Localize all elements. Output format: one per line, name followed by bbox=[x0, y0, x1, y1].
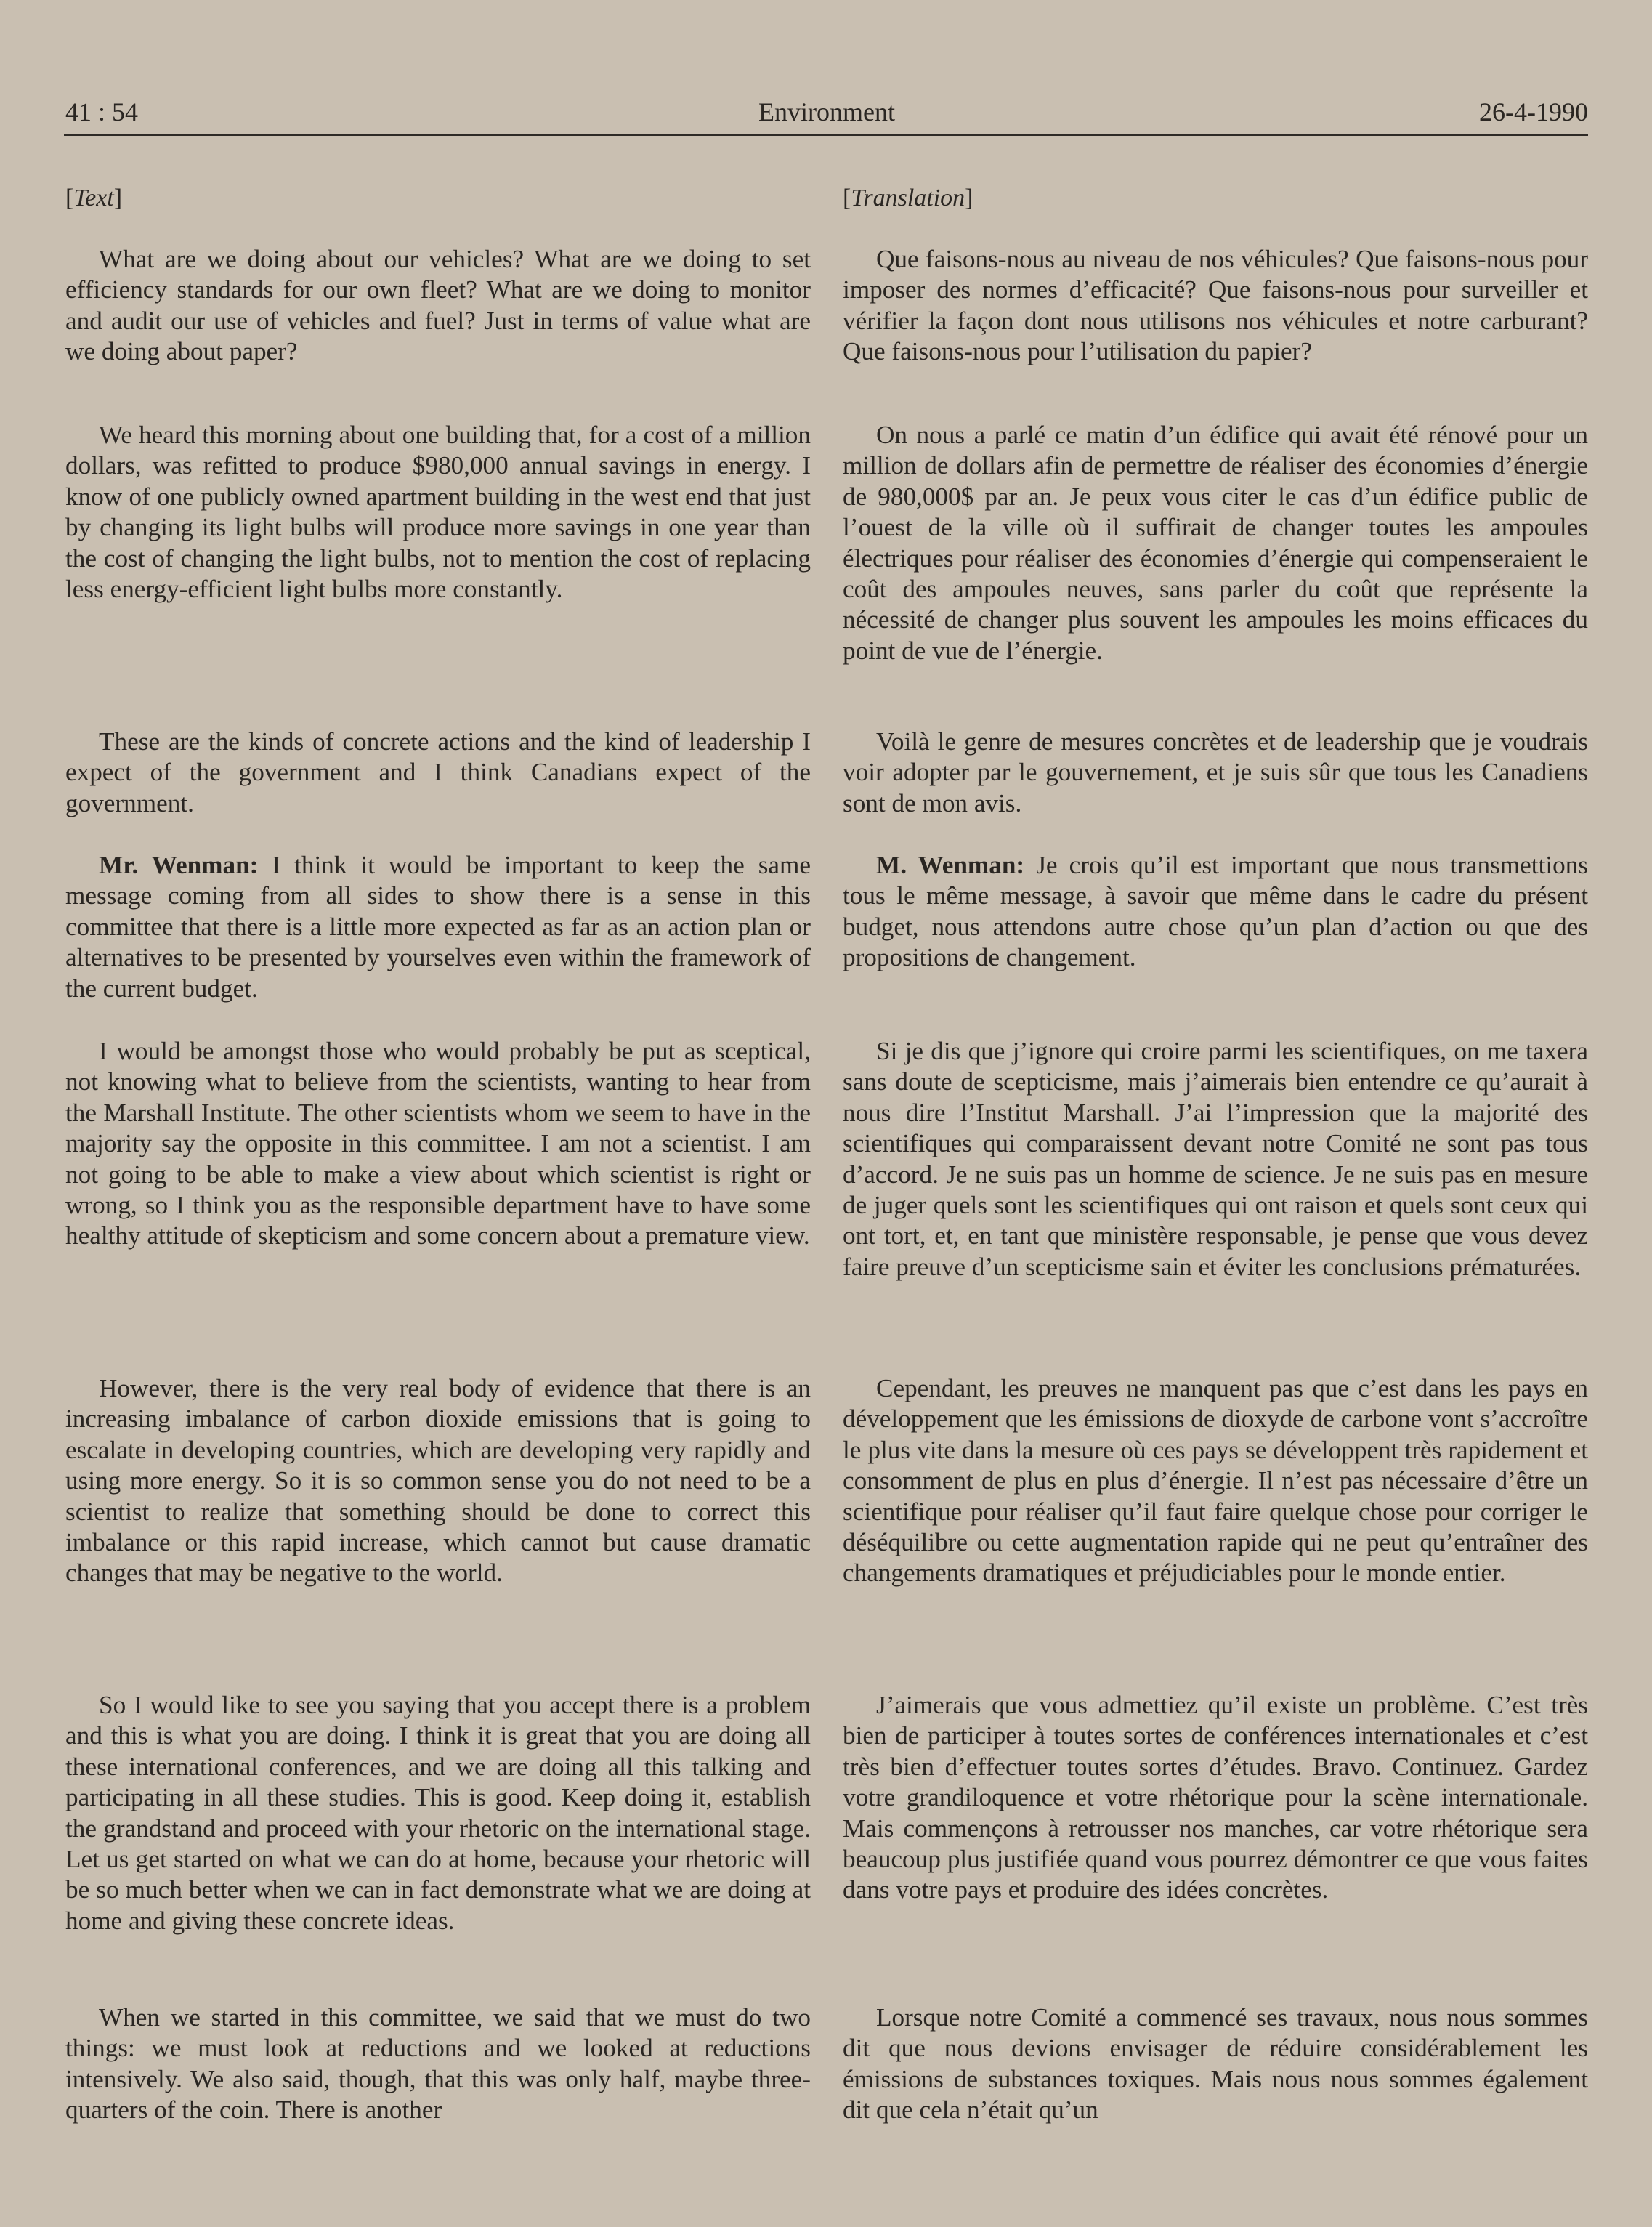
french-column bbox=[843, 182, 1589, 2125]
english-column bbox=[65, 182, 811, 2125]
column-label-translation: [Translation] bbox=[843, 185, 973, 211]
paragraph: These are the kinds of concrete actions and the kind of leadership I expect of the government and I think Canadians expect of the government. bbox=[65, 727, 811, 817]
paragraph: I would be amongst those who would probably be put as sceptical, not knowing what to believe from the scientists, wanting to hear from the Marshall Institute. The other scientists whom we seem to have in the majority say the opposite in this committee. I am not a scientist. I am not going to be able to make a view about which scientist is right or wrong, so I think you as the responsible department have to have some healthy attitude of skepticism and some concern about a premature view. bbox=[65, 1037, 811, 1250]
header-rule bbox=[64, 134, 1588, 136]
paragraph: Mr. Wenman: I think it would be important to keep the same message coming from all sides to show there is a sense in this committee that there is a little more expected as far as an action plan or alternatives to be presented by yourselves even within the framework of the current budget. bbox=[65, 851, 811, 1003]
paragraph: J’aimerais que vous admettiez qu’il existe un problème. C’est très bien de participer à toutes sortes de conférences internationales et c’est très bien d’effectuer toutes sortes d’études. Bravo. Continuez. Gardez votre grandiloquence et votre rhétorique pour la scène internationale. Mais commençons à retrousser nos manches, car votre rhétorique sera beaucoup plus justifiée quand vous pourrez démontrer ce que vous faites dans votre pays et produire des idées concrètes. bbox=[843, 1691, 1588, 1904]
paragraph: When we started in this committee, we said that we must do two things: we must look at reductions and we looked at reductions intensively. We also said, though, that this was only half, maybe three-quarters of the coin. There is another bbox=[65, 2003, 811, 2125]
paragraph: We heard this morning about one building that, for a cost of a million dollars, was refitted to produce $980,000 annual savings in energy. I know of one publicly owned apartment building in the west end that just by changing its light bulbs will produce more savings in one year than the cost of changing the light bulbs, not to mention the cost of replacing less energy-efficient light bulbs more constantly. bbox=[65, 421, 811, 604]
section-title: Environment bbox=[758, 97, 895, 126]
paragraph: M. Wenman: Je crois qu’il est important que nous transmettions tous le même message, à savoir que même dans le cadre du présent budget, nous attendons autre chose qu’un plan d’action ou que des propositions de changement. bbox=[843, 851, 1589, 972]
paragraph: Cependant, les preuves ne manquent pas que c’est dans les pays en développement que les émissions de dioxyde de carbone vont s’accroître le plus vite dans la mesure où ces pays se développent très rapidement et consomment de plus en plus d’énergie. Il n’est pas nécessaire d’être un scientifique pour réaliser qu’il faut faire quelque chose pour corriger le déséquilibre ou cette augmentation rapide qui ne peut qu’entraîner des changements dramatiques et préjudiciables pour le monde entier. bbox=[843, 1374, 1588, 1588]
paragraph: Si je dis que j’ignore qui croire parmi les scientifiques, on me taxera sans doute de scepticisme, mais j’aimerais bien entendre ce qu’aurait à nous dire l’Institut Marshall. J’ai l’impression que la majorité des scientifiques qui comparaissent devant notre Comité ne sont pas tous d’accord. Je ne suis pas un homme de science. Je ne suis pas en mesure de juger quels sont les scientifiques qui ont raison et quels sont ceux qui ont tort, et, en tant que ministère responsable, je pense que vous devez faire preuve d’un scepticisme sain et éviter les conclusions prématurées. bbox=[843, 1037, 1588, 1281]
page-header bbox=[65, 93, 1588, 131]
speaker-name: Mr. Wenman: bbox=[99, 851, 259, 879]
paragraph: Voilà le genre de mesures concrètes et de leadership que je voudrais voir adopter par le gouvernement, et je suis sûr que tous les Canadiens sont de mon avis. bbox=[843, 727, 1588, 817]
paragraph: What are we doing about our vehicles? What are we doing to set efficiency standards for our own fleet? What are we doing to monitor and audit our use of vehicles and fuel? Just in terms of value what are we doing about paper? bbox=[65, 245, 811, 366]
page-number: 41 : 54 bbox=[65, 97, 139, 126]
speaker-name: M. Wenman: bbox=[876, 851, 1025, 879]
paragraph: Que faisons-nous au niveau de nos véhicules? Que faisons-nous pour imposer des normes d’efficacité? Que faisons-nous pour surveiller et vérifier la façon dont nous utilisons nos véhicules et notre carburant? Que faisons-nous pour l’utilisation du papier? bbox=[843, 245, 1588, 366]
page-date: 26-4-1990 bbox=[1479, 97, 1588, 126]
paragraph: Lorsque notre Comité a commencé ses travaux, nous nous sommes dit que nous devions envisager de réduire considérablement les émissions de substances toxiques. Mais nous nous sommes également dit que cela n’était qu’un bbox=[843, 2003, 1588, 2125]
paragraph: However, there is the very real body of evidence that there is an increasing imbalance of carbon dioxide emissions that is going to escalate in developing countries, which are developing very rapidly and using more energy. So it is so common sense you do not need to be a scientist to realize that something should be done to correct this imbalance or this rapid increase, which cannot but cause dramatic changes that may be negative to the world. bbox=[65, 1374, 811, 1588]
column-label-text: [Text] bbox=[65, 185, 123, 211]
paragraph: So I would like to see you saying that you accept there is a problem and this is what you are doing. I think it is great that you are doing all these international conferences, and we are doing all this talking and participating in all these studies. This is good. Keep doing it, establish the grandstand and proceed with your rhetoric on the international stage. Let us get started on what we can do at home, because your rhetoric will be so much better when we can in fact demonstrate what we are doing at home and giving these concrete ideas. bbox=[65, 1691, 811, 1935]
paragraph: On nous a parlé ce matin d’un édifice qui avait été rénové pour un million de dollars afin de permettre de réaliser des économies d’énergie de 980,000$ par an. Je peux vous citer le cas d’un édifice public de l’ouest de la ville où il suffirait de changer toutes les ampoules électriques pour réaliser des économies d’énergie qui compenseraient le coût des ampoules neuves, sans parler du coût que représente la nécessité de changer plus souvent les ampoules les moins efficaces du point de vue de l’énergie. bbox=[843, 421, 1588, 665]
